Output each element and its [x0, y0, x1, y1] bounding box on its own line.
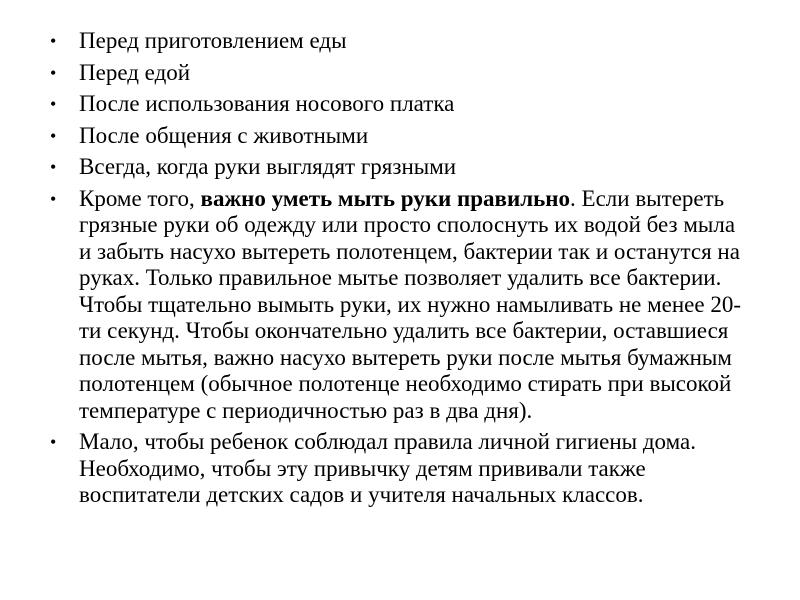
- bullet-dot-icon: •: [50, 157, 57, 177]
- list-item: [48, 429, 748, 509]
- bullet-dot-icon: •: [50, 62, 57, 83]
- list-item: [48, 154, 748, 181]
- list-item: [48, 186, 748, 425]
- list-item-text: Перед едой: [79, 59, 191, 85]
- bullet-dot-icon: •: [50, 125, 57, 146]
- list-item: [48, 28, 748, 55]
- list-item-text: После использования носового платка: [79, 91, 455, 116]
- list-item-text-bold: важно уметь мыть руки правильно: [200, 185, 571, 211]
- bullet-dot-icon: •: [50, 31, 57, 51]
- list-item-text: Всегда, когда руки выглядят грязными: [79, 154, 457, 179]
- list-item-text: После общения с животными: [79, 122, 369, 148]
- bullet-dot-icon: •: [50, 432, 57, 452]
- bullet-dot-icon: •: [50, 94, 57, 114]
- list-item: [48, 60, 748, 87]
- list-item-text-after: . Если вытереть грязные руки об одежду или просто сполоснуть их водой без мыла и забыть насухо вытереть полотенцем, бактерии так и останутся на руках. Только правильное мытье позволяет удалить все бактерии. Чтобы тщательно вымыть руки, их нужно намыливать не менее 20-ти секунд. Чтобы окончательно удалить все бактерии, оставшиеся после мытья, важно насухо вытереть руки после мытья бумажным полотенцем (обычное полотенце необходимо стирать при высокой температуре с периодичностью раз в два дня).: [79, 185, 742, 423]
- bullet-list: [48, 28, 748, 514]
- list-item-text: Мало, чтобы ребенок соблюдал правила личной гигиены дома. Необходимо, чтобы эту привычку детям прививали также воспитатели детских садов и учителя начальных классов.: [79, 429, 696, 507]
- list-item-text: Перед приготовлением еды: [79, 28, 347, 53]
- bullet-dot-icon: •: [50, 188, 57, 209]
- list-item: [48, 123, 748, 150]
- list-item: [48, 91, 748, 118]
- list-item-text-before: Кроме того,: [79, 185, 201, 211]
